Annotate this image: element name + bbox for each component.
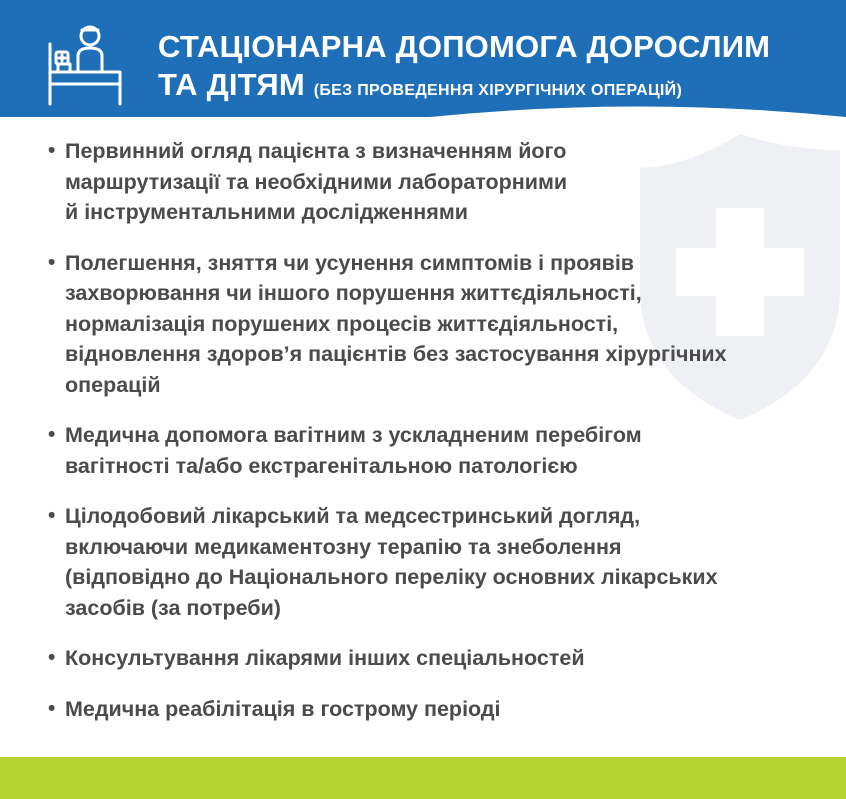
- title-line-2-text: ТА ДІТЯМ: [158, 67, 305, 102]
- bullet: •: [48, 139, 56, 162]
- title-line-1: СТАЦІОНАРНА ДОПОМОГА ДОРОСЛИМ: [158, 29, 771, 64]
- services-list: [44, 136, 814, 744]
- bullet: •: [48, 646, 56, 669]
- bullet: •: [48, 504, 56, 527]
- list-item: [44, 248, 814, 401]
- list-item-line: нормалізація порушених процесів життєдіяльності,: [65, 311, 619, 336]
- list-item-line: Медична допомога вагітним з ускладненим перебігом: [65, 423, 642, 447]
- list-item-line: захворювання чи іншого порушення життєдіяльності,: [65, 281, 642, 305]
- title-subtitle: (БЕЗ ПРОВЕДЕННЯ ХІРУРГІЧНИХ ОПЕРАЦІЙ): [313, 82, 683, 99]
- list-item-line: Медична реабілітація в гострому періоді: [65, 696, 501, 721]
- list-item-line: й інструментальними дослідженнями: [65, 200, 468, 224]
- list-item-line: операцій: [65, 372, 161, 397]
- footer-bar: [0, 757, 846, 799]
- bullet: •: [48, 696, 56, 720]
- list-item-line: Первинний огляд пацієнта з визначенням його: [65, 139, 567, 163]
- list-item: [44, 136, 814, 228]
- hospital-bed-patient-icon: [46, 22, 124, 106]
- list-item: [44, 501, 814, 623]
- list-item-line: Цілодобовий лікарський та медсестринський догляд,: [65, 504, 641, 528]
- list-item: [44, 643, 814, 674]
- list-item-line: вагітності та/або екстрагенітальною патологією: [65, 453, 578, 478]
- list-item-line: включаючи медикаментозну терапію та знеболення: [65, 534, 622, 559]
- list-item-line: маршрутизації та необхідними лабораторними: [65, 169, 568, 194]
- list-item-line: відновлення здоров’я пацієнтів без застосування хірургічних: [65, 342, 727, 366]
- list-item-line: Полегшення, зняття чи усунення симптомів і проявів: [65, 250, 635, 275]
- page-title: [158, 28, 770, 110]
- bullet: •: [48, 250, 56, 274]
- list-item-line: засобів (за потреби): [65, 595, 281, 620]
- list-item-line: (відповідно до Національного переліку основних лікарських: [65, 565, 718, 589]
- list-item: [44, 694, 814, 725]
- bullet: •: [48, 423, 56, 446]
- list-item-line: Консультування лікарями інших спеціальностей: [65, 646, 585, 670]
- header-wave-divider: [0, 100, 846, 122]
- list-item: [44, 420, 814, 481]
